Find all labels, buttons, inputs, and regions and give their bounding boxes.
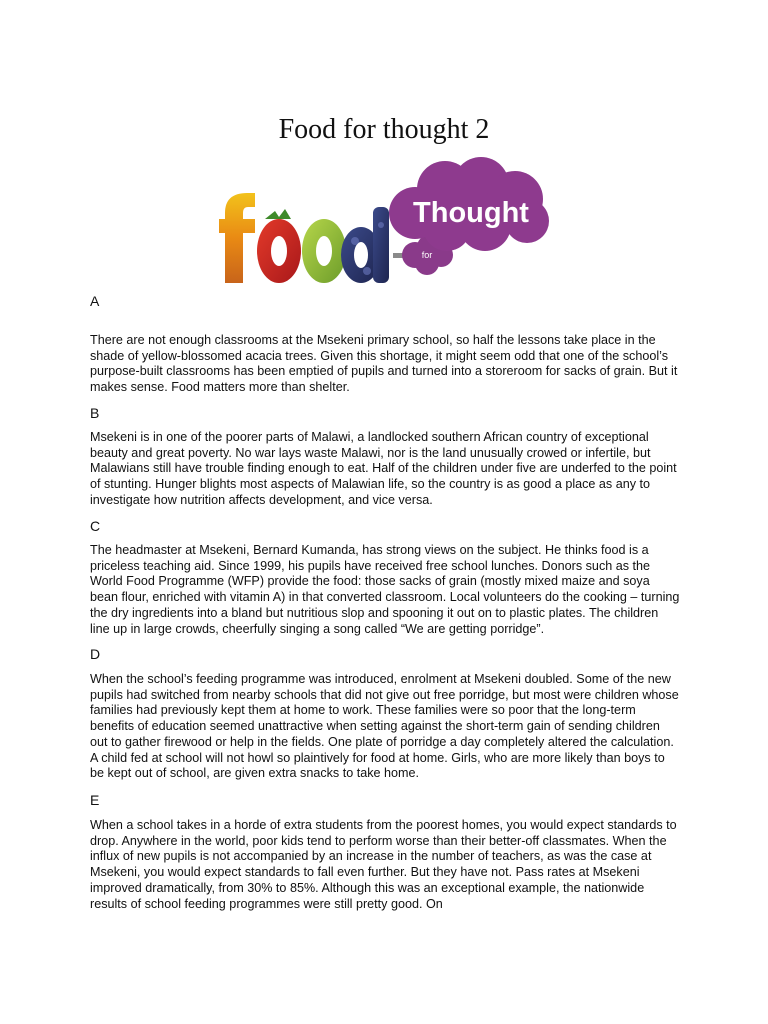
section-heading-a: A bbox=[90, 293, 100, 309]
logo-word-for: for bbox=[421, 250, 433, 260]
section-text-d: When the school’s feeding programme was introduced, enrolment at Msekeni doubled. Some of the new pupils had switched from nearby schools that did not give out free porridge, but most were children whose families had previously kept them at home to work. These families were so poor that the long-term benefits of education seemed unattractive when setting against the short-term gain of sending children out to gather firewood or help in the fields. One plate of porridge a day completely altered the calculation. A child fed at school will not howl so plaintively for food at home. Girls, who are more likely than boys to be kept out of school, are given extra snacks to take home. bbox=[90, 672, 679, 781]
section-heading-d: D bbox=[90, 646, 101, 662]
section-text-e: When a school takes in a horde of extra students from the poorest homes, you would expect standards to drop. Anywhere in the world, poor kids tend to perform worse than their better-off classmates. When the influx of new pupils is not accompanied by an increase in the number of teachers, as was the case at Msekeni, you would expect standards to fall even further. But they have not. Pass rates at Msekeni improved dramatically, from 30% to 85%. Although this was an exceptional example, the nationwide results of school feeding programmes were still pretty good. On bbox=[90, 818, 677, 911]
big-cloud-icon bbox=[389, 157, 549, 251]
logo-word-thought: Thought bbox=[413, 197, 529, 229]
section-heading-e: E bbox=[90, 792, 100, 808]
section-text-c: The headmaster at Msekeni, Bernard Kumanda, has strong views on the subject. He thinks food is a priceless teaching aid. Since 1999, his pupils have received free school lunches. Donors such as the World Food Programme (WFP) provide the food: those sacks of grain (mostly mixed maize and soya bean flour, enriched with vitamin A) in that converted classroom. Local volunteers do the cooking – turning the dry ingredients into a bland but nutritious slop and spooning it out on to plastic plates. The children line up in large crowds, cheerfully singing a song called “We are getting porridge”. bbox=[90, 543, 680, 636]
section-heading-c: C bbox=[90, 518, 101, 534]
dash-icon bbox=[393, 253, 403, 258]
section-text-b: Msekeni is in one of the poorer parts of Malawi, a landlocked southern African country of exceptional beauty and great poverty. No war lays waste Malawi, nor is the land unusually crowed or infertile, but Malawians still have trouble finding enough to eat. Half of the children under five are underfed to the point of stunting. Hunger blights most aspects of Malawian life, so the country is as good a place as any to investigate how nutrition affects development, and vice versa. bbox=[90, 430, 677, 507]
letter-o-lime-icon bbox=[302, 219, 346, 283]
section-heading-b: B bbox=[90, 405, 100, 421]
page-title: Food for thought 2 bbox=[278, 114, 490, 145]
letter-o-tomato-icon bbox=[257, 209, 301, 283]
food-for-thought-logo bbox=[215, 155, 555, 290]
section-text-a: There are not enough classrooms at the Msekeni primary school, so half the lessons take place in the shade of yellow-blossomed acacia trees. Given this shortage, it might seem odd that one of the school’s purpose-built classrooms has been emptied of pupils and turned into a storeroom for sacks of grain. But it makes sense. Food matters more than shelter. bbox=[90, 333, 678, 395]
letter-d-blueberry-icon bbox=[341, 207, 389, 283]
letter-f-icon bbox=[219, 193, 255, 283]
